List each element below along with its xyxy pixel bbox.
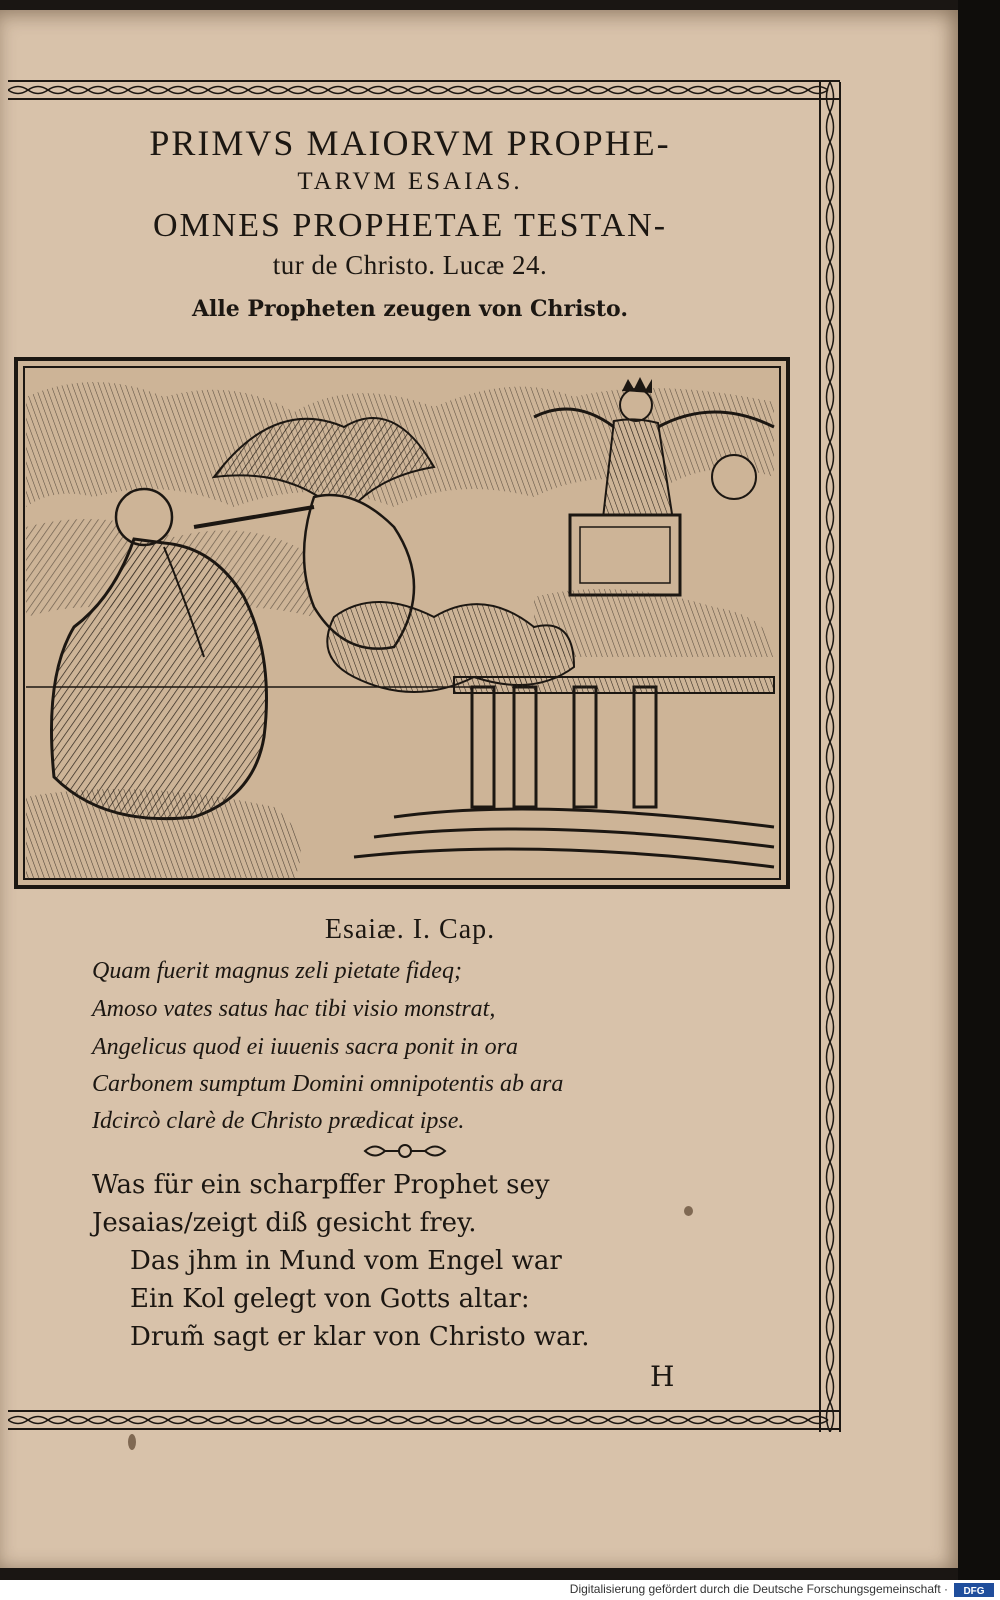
book-page [0,10,958,1568]
paper-stain [684,1206,693,1216]
heading-line-2: TARVM ESAIAS. [297,168,523,195]
german-verse-line: Jesaias/zeigt diß gesicht frey. [92,1208,477,1238]
ornamental-border-top [8,78,840,102]
latin-verse-line: Quam fuerit magnus zeli pietate fideq; [92,958,462,984]
german-verse-line: Was für ein scharpffer Prophet sey [92,1170,550,1200]
footer-bar [0,1580,1000,1600]
dfg-logo-icon [954,1583,994,1597]
german-verse-line: Das jhm in Mund vom Engel war [130,1246,562,1276]
funding-notice: Digitalisierung gefördert durch die Deutsche Forschungsgemeinschaft · [569,1582,948,1596]
paper-stain [128,1434,136,1450]
heading-line-3: OMNES PROPHETAE TESTAN- [152,207,668,244]
german-verse-line: Ein Kol gelegt von Gotts altar: [130,1284,530,1314]
latin-verse-line: Carbonem sumptum Domini omnipotentis ab ara [92,1071,564,1097]
german-verse-line: Drum̃ sagt er klar von Christo war. [130,1322,590,1352]
heading-line-4: tur de Christo. Lucæ 24. [272,250,548,280]
latin-verse-line: Angelicus quod ei iuuenis sacra ponit in ora [92,1034,518,1060]
fleuron-ornament-icon [360,1140,450,1162]
catchword: H [650,1360,675,1393]
ornamental-border-right [816,82,844,1432]
dfg-logo-text: DFG [963,1586,985,1597]
chapter-reference: Esaiæ. I. Cap. [324,914,496,945]
heading-line-5-german: Alle Propheten zeugen von Christo. [191,296,628,322]
latin-verse-line: Idcircò clarè de Christo prædicat ipse. [92,1108,465,1134]
book-spine-shadow [958,0,1000,1580]
latin-verse-line: Amoso vates satus hac tibi visio monstrat, [92,996,496,1022]
woodcut-illustration-icon [14,357,790,889]
ornamental-border-bottom [8,1408,840,1432]
heading-line-1: PRIMVS MAIORVM PROPHE- [149,123,671,163]
